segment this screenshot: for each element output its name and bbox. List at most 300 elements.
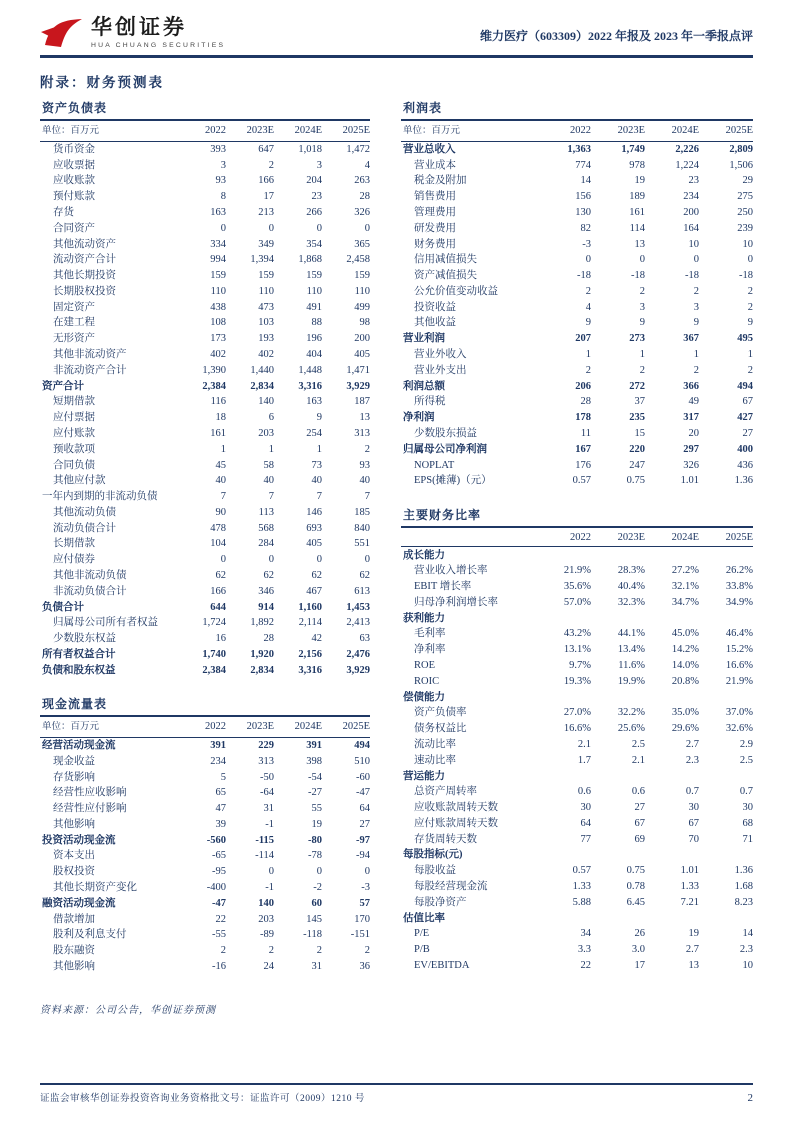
row-label: 偿债能力: [403, 691, 445, 703]
row-value: 840: [354, 522, 370, 534]
row-value: -97: [356, 834, 370, 846]
row-value: 13.1%: [563, 644, 591, 656]
row-value: 200: [683, 207, 699, 219]
row-value: 21.9%: [563, 565, 591, 577]
table-row: [401, 268, 753, 284]
row-value: 30: [688, 802, 699, 814]
row-value: 2,114: [298, 617, 322, 629]
table-row: [40, 631, 370, 647]
row-label: 营业利润: [403, 333, 445, 345]
row-value: -64: [260, 787, 274, 799]
cash_flow-title: 现金流量表: [40, 693, 370, 717]
row-value: 60: [311, 897, 322, 909]
row-value: 2: [220, 945, 226, 957]
row-value: 5.88: [572, 896, 591, 908]
row-label: 所有者权益合计: [42, 648, 116, 660]
row-value: 2.3: [739, 944, 753, 956]
row-value: 9: [747, 317, 753, 329]
balance-sheet-table: [40, 97, 370, 678]
row-label: 预付账款: [53, 191, 95, 203]
row-value: 254: [306, 427, 322, 439]
table-row: [40, 864, 370, 880]
row-value: 10: [742, 238, 753, 250]
row-value: 63: [359, 633, 370, 645]
table-row: [40, 205, 370, 221]
row-label: 合同负债: [53, 459, 95, 471]
table-row: [401, 831, 753, 847]
row-value: 1,018: [298, 143, 322, 155]
row-value: 31: [311, 960, 322, 972]
row-label: 债务权益比: [414, 723, 467, 735]
row-value: 19: [688, 928, 699, 940]
ratios-title: 主要财务比率: [401, 504, 753, 528]
table-row: [401, 658, 753, 674]
row-value: 34: [580, 928, 591, 940]
row-value: 40: [263, 475, 274, 487]
row-value: 551: [354, 538, 370, 550]
row-label: 税金及附加: [414, 175, 467, 187]
row-value: 27: [742, 427, 753, 439]
table-row: [401, 315, 753, 331]
row-label: 现金收益: [53, 755, 95, 767]
row-label: 无形资产: [53, 333, 95, 345]
table-row: [40, 189, 370, 205]
row-value: 2.5: [739, 754, 753, 766]
row-label: 每股净资产: [414, 896, 467, 908]
row-value: 693: [306, 522, 322, 534]
row-value: 40: [311, 475, 322, 487]
row-value: 44.1%: [617, 628, 645, 640]
row-value: 159: [354, 270, 370, 282]
row-value: 2: [747, 364, 753, 376]
source-note: 资料来源：公司公告，华创证券预测: [40, 1005, 216, 1017]
table-row: [40, 832, 370, 848]
row-value: 29: [742, 175, 753, 187]
row-label: 存货影响: [53, 771, 95, 783]
row-value: 9: [316, 412, 322, 424]
row-value: 40: [359, 475, 370, 487]
row-value: 393: [210, 143, 226, 155]
row-value: 1,390: [202, 364, 226, 376]
row-label: 股东融资: [53, 945, 95, 957]
table-row: [401, 563, 753, 579]
table-row: [40, 315, 370, 331]
row-value: 187: [354, 396, 370, 408]
table-row: [40, 504, 370, 520]
table-row: [40, 536, 370, 552]
row-value: 404: [306, 349, 322, 361]
huachuang-logo: [40, 16, 225, 50]
row-value: 1,472: [346, 143, 370, 155]
row-value: 7: [364, 491, 370, 503]
row-value: 37.0%: [725, 707, 753, 719]
row-value: 284: [258, 538, 274, 550]
table-row: [40, 552, 370, 568]
row-label: 资产合计: [42, 380, 84, 392]
table-row: [40, 753, 370, 769]
row-value: 193: [258, 333, 274, 345]
row-label: 少数股东损益: [414, 427, 477, 439]
table-row: [401, 784, 753, 800]
row-label: 应付票据: [53, 412, 95, 424]
row-label: 融资活动现金流: [42, 897, 116, 909]
row-value: 35.6%: [563, 581, 591, 593]
table-row: [401, 705, 753, 721]
row-value: 140: [258, 396, 274, 408]
row-value: 3,929: [346, 380, 370, 392]
cash-flow-table: [40, 693, 370, 974]
row-value: 196: [306, 333, 322, 345]
row-value: -151: [350, 929, 370, 941]
row-value: 0: [364, 866, 370, 878]
row-label: 流动资产合计: [53, 254, 116, 266]
cash_flow-header-row: [40, 717, 370, 738]
table-row: [401, 958, 753, 974]
row-value: 7: [316, 491, 322, 503]
row-value: 644: [210, 601, 226, 613]
row-value: 473: [258, 301, 274, 313]
row-value: 1: [747, 349, 753, 361]
row-value: 173: [210, 333, 226, 345]
row-value: 398: [306, 755, 322, 767]
row-value: 494: [354, 739, 370, 751]
row-label: 经营性应付影响: [53, 803, 127, 815]
row-value: 34.9%: [725, 596, 753, 608]
row-value: 69: [634, 833, 645, 845]
table-row: [401, 457, 753, 473]
footer-divider: [40, 1083, 753, 1085]
row-value: -118: [303, 929, 322, 941]
row-value: 23: [688, 175, 699, 187]
financial-ratios-table: [401, 504, 753, 974]
row-value: 3,316: [298, 664, 322, 676]
row-value: 2.1: [577, 738, 591, 750]
table-row: [401, 768, 753, 784]
row-value: 3: [693, 301, 699, 313]
row-value: 334: [210, 238, 226, 250]
row-value: 36: [359, 960, 370, 972]
row-value: 0.7: [739, 786, 753, 798]
row-value: 37: [634, 396, 645, 408]
row-label: 营业外支出: [414, 364, 467, 376]
report-title: 维力医疗（603309）2022 年报及 2023 年一季报点评: [479, 29, 753, 43]
table-row: [401, 942, 753, 958]
row-label: P/B: [414, 944, 430, 956]
row-value: 15: [634, 427, 645, 439]
row-value: 1.68: [734, 880, 753, 892]
row-label: 归母净利润增长率: [414, 596, 498, 608]
table-row: [401, 752, 753, 768]
table-row: [40, 220, 370, 236]
row-value: 32.6%: [725, 723, 753, 735]
row-label: 销售费用: [414, 191, 456, 203]
left-column: [40, 97, 370, 989]
row-label: 每股经营现金流: [414, 880, 488, 892]
table-row: [40, 880, 370, 896]
row-label: 资产减值损失: [414, 270, 477, 282]
row-label: 研发费用: [414, 222, 456, 234]
row-label: 股利及利息支付: [53, 929, 127, 941]
row-value: 2: [364, 945, 370, 957]
column-header: 2022: [570, 531, 591, 543]
logo-title: 华创证券: [91, 15, 187, 39]
row-value: 2: [693, 364, 699, 376]
unit-label: 单位：百万元: [403, 126, 461, 136]
row-value: 30: [580, 802, 591, 814]
row-value: 326: [354, 207, 370, 219]
row-label: 流动比率: [414, 738, 456, 750]
row-value: 49: [688, 396, 699, 408]
row-value: 367: [683, 333, 699, 345]
row-value: 17: [634, 959, 645, 971]
table-row: [401, 236, 753, 252]
row-value: 110: [210, 285, 226, 297]
row-value: 45.0%: [671, 628, 699, 640]
row-value: 27.2%: [671, 565, 699, 577]
row-value: 93: [215, 175, 226, 187]
row-label: 公允价值变动收益: [414, 285, 498, 297]
row-value: 1,448: [298, 364, 322, 376]
row-value: 317: [683, 412, 699, 424]
row-value: 65: [215, 787, 226, 799]
row-value: 0.78: [626, 880, 645, 892]
row-value: 2,384: [202, 380, 226, 392]
row-label: 信用减值损失: [414, 254, 477, 266]
row-value: 166: [258, 175, 274, 187]
row-value: -16: [212, 960, 226, 972]
row-value: 6: [268, 412, 274, 424]
row-label: 净利润: [403, 412, 435, 424]
table-row: [40, 268, 370, 284]
row-value: 25.6%: [617, 723, 645, 735]
row-label: 负债合计: [42, 601, 84, 613]
row-value: 3: [316, 159, 322, 171]
row-value: 14.2%: [671, 644, 699, 656]
row-value: 34.7%: [671, 596, 699, 608]
row-label: 其他影响: [53, 818, 95, 830]
row-value: 2,809: [729, 143, 753, 155]
row-value: 366: [683, 380, 699, 392]
row-value: 313: [354, 427, 370, 439]
table-row: [40, 520, 370, 536]
row-value: 275: [737, 191, 753, 203]
row-value: 110: [258, 285, 274, 297]
row-value: 64: [580, 817, 591, 829]
row-value: 27: [359, 818, 370, 830]
column-header: 2025E: [342, 721, 370, 733]
row-value: 189: [629, 191, 645, 203]
balance_sheet-title: 资产负债表: [40, 97, 370, 121]
row-value: 200: [354, 333, 370, 345]
table-row: [401, 252, 753, 268]
row-value: 70: [688, 833, 699, 845]
income-statement-table: [401, 97, 753, 489]
row-value: 391: [306, 739, 322, 751]
row-value: 204: [306, 175, 322, 187]
row-value: 42: [311, 633, 322, 645]
row-value: 3,929: [346, 664, 370, 676]
row-label: 资本支出: [53, 850, 95, 862]
table-row: [40, 959, 370, 975]
row-value: 185: [354, 506, 370, 518]
row-value: 206: [575, 380, 591, 392]
column-header: 2022: [205, 125, 226, 136]
row-value: 914: [258, 601, 274, 613]
row-value: 2.7: [685, 738, 699, 750]
table-row: [40, 473, 370, 489]
row-value: 18: [215, 412, 226, 424]
row-value: 2: [268, 945, 274, 957]
row-value: 176: [575, 459, 591, 471]
row-value: 2: [268, 159, 274, 171]
row-value: 510: [354, 755, 370, 767]
table-row: [401, 579, 753, 595]
row-value: 2.7: [685, 944, 699, 956]
row-value: 0: [316, 222, 322, 234]
row-value: 1,394: [250, 254, 274, 266]
row-value: 62: [311, 569, 322, 581]
row-label: EPS(摊薄)（元）: [414, 475, 492, 487]
logo-brush-icon: [40, 16, 84, 50]
row-value: 3: [639, 301, 645, 313]
row-value: 1,506: [729, 159, 753, 171]
row-label: 其他影响: [53, 960, 95, 972]
row-value: 0.75: [626, 475, 645, 487]
table-row: [40, 362, 370, 378]
row-label: 每股指标(元): [403, 849, 463, 861]
row-label: 经营活动现金流: [42, 739, 116, 751]
row-value: 62: [215, 569, 226, 581]
row-label: 一年内到期的非流动负债: [42, 491, 158, 503]
table-row: [401, 910, 753, 926]
row-value: 478: [210, 522, 226, 534]
table-row: [40, 615, 370, 631]
row-label: 非流动负债合计: [53, 585, 127, 597]
row-value: 346: [258, 585, 274, 597]
row-value: 146: [306, 506, 322, 518]
row-value: 1,868: [298, 254, 322, 266]
row-value: 19.9%: [617, 675, 645, 687]
row-value: 57.0%: [563, 596, 591, 608]
column-header: 2022: [570, 125, 591, 136]
row-value: 1,740: [202, 648, 226, 660]
column-header: 2025E: [342, 125, 370, 136]
row-value: 27: [634, 802, 645, 814]
row-value: 2: [693, 285, 699, 297]
row-value: 494: [737, 380, 753, 392]
row-label: 在建工程: [53, 317, 95, 329]
row-value: 71: [742, 833, 753, 845]
right-column: [401, 97, 753, 989]
row-value: 1,440: [250, 364, 274, 376]
row-value: 213: [258, 207, 274, 219]
unit-label: 单位：百万元: [42, 722, 100, 733]
footer-license: 证监会审核华创证券投资咨询业务资格批文号：证监许可（2009）1210 号: [40, 1094, 365, 1104]
row-value: 2.5: [631, 738, 645, 750]
row-value: 2: [747, 285, 753, 297]
table-row: [40, 801, 370, 817]
row-label: 其他流动资产: [53, 238, 116, 250]
row-value: 438: [210, 301, 226, 313]
row-value: 31: [263, 803, 274, 815]
row-value: 166: [210, 585, 226, 597]
row-value: 22: [580, 959, 591, 971]
row-value: 10: [742, 959, 753, 971]
row-label: 财务费用: [414, 238, 456, 250]
table-row: [401, 879, 753, 895]
row-value: 0.6: [577, 786, 591, 798]
table-row: [40, 769, 370, 785]
row-value: 26.2%: [725, 565, 753, 577]
row-value: 13: [359, 412, 370, 424]
balance_sheet-header-row: [40, 121, 370, 142]
row-value: 159: [210, 270, 226, 282]
row-label: 每股收益: [414, 865, 456, 877]
row-label: 速动比率: [414, 754, 456, 766]
table-row: [401, 220, 753, 236]
row-value: 0: [268, 222, 274, 234]
row-value: 15.2%: [725, 644, 753, 656]
row-value: 23: [311, 191, 322, 203]
row-value: 5: [220, 771, 226, 783]
table-row: [401, 626, 753, 642]
table-row: [401, 173, 753, 189]
page-number: 2: [747, 1092, 753, 1104]
row-value: 326: [683, 459, 699, 471]
tables-layout: [40, 97, 753, 989]
row-value: 19: [311, 818, 322, 830]
row-value: 1,749: [621, 143, 645, 155]
row-value: 2: [364, 443, 370, 455]
row-value: 9: [585, 317, 591, 329]
row-value: -400: [206, 881, 226, 893]
row-value: -80: [308, 834, 322, 846]
row-value: 774: [575, 159, 591, 171]
row-label: EV/EBITDA: [414, 959, 470, 971]
column-header: 2024E: [671, 531, 699, 543]
unit-label: 单位：百万元: [42, 126, 100, 136]
row-label: 其他长期资产变化: [53, 881, 137, 893]
row-value: 16.6%: [725, 660, 753, 672]
row-value: 82: [580, 222, 591, 234]
row-value: 145: [306, 913, 322, 925]
row-value: -27: [308, 787, 322, 799]
table-row: [40, 568, 370, 584]
row-value: 0: [220, 222, 226, 234]
row-value: 108: [210, 317, 226, 329]
row-value: 0.57: [572, 865, 591, 877]
row-label: 合同资产: [53, 222, 95, 234]
header-divider: [40, 55, 753, 58]
row-value: 978: [629, 159, 645, 171]
row-value: 495: [737, 333, 753, 345]
row-value: 16: [215, 633, 226, 645]
row-value: 7: [268, 491, 274, 503]
row-label: 营业收入增长率: [414, 565, 488, 577]
table-row: [40, 738, 370, 754]
row-value: 55: [311, 803, 322, 815]
row-value: 159: [258, 270, 274, 282]
column-header: 2024E: [671, 125, 699, 136]
row-value: 1.33: [572, 880, 591, 892]
table-row: [40, 647, 370, 663]
row-value: 161: [210, 427, 226, 439]
row-value: -114: [255, 850, 274, 862]
row-label: 营运能力: [403, 770, 445, 782]
row-value: 613: [354, 585, 370, 597]
row-value: 104: [210, 538, 226, 550]
row-value: 163: [210, 207, 226, 219]
